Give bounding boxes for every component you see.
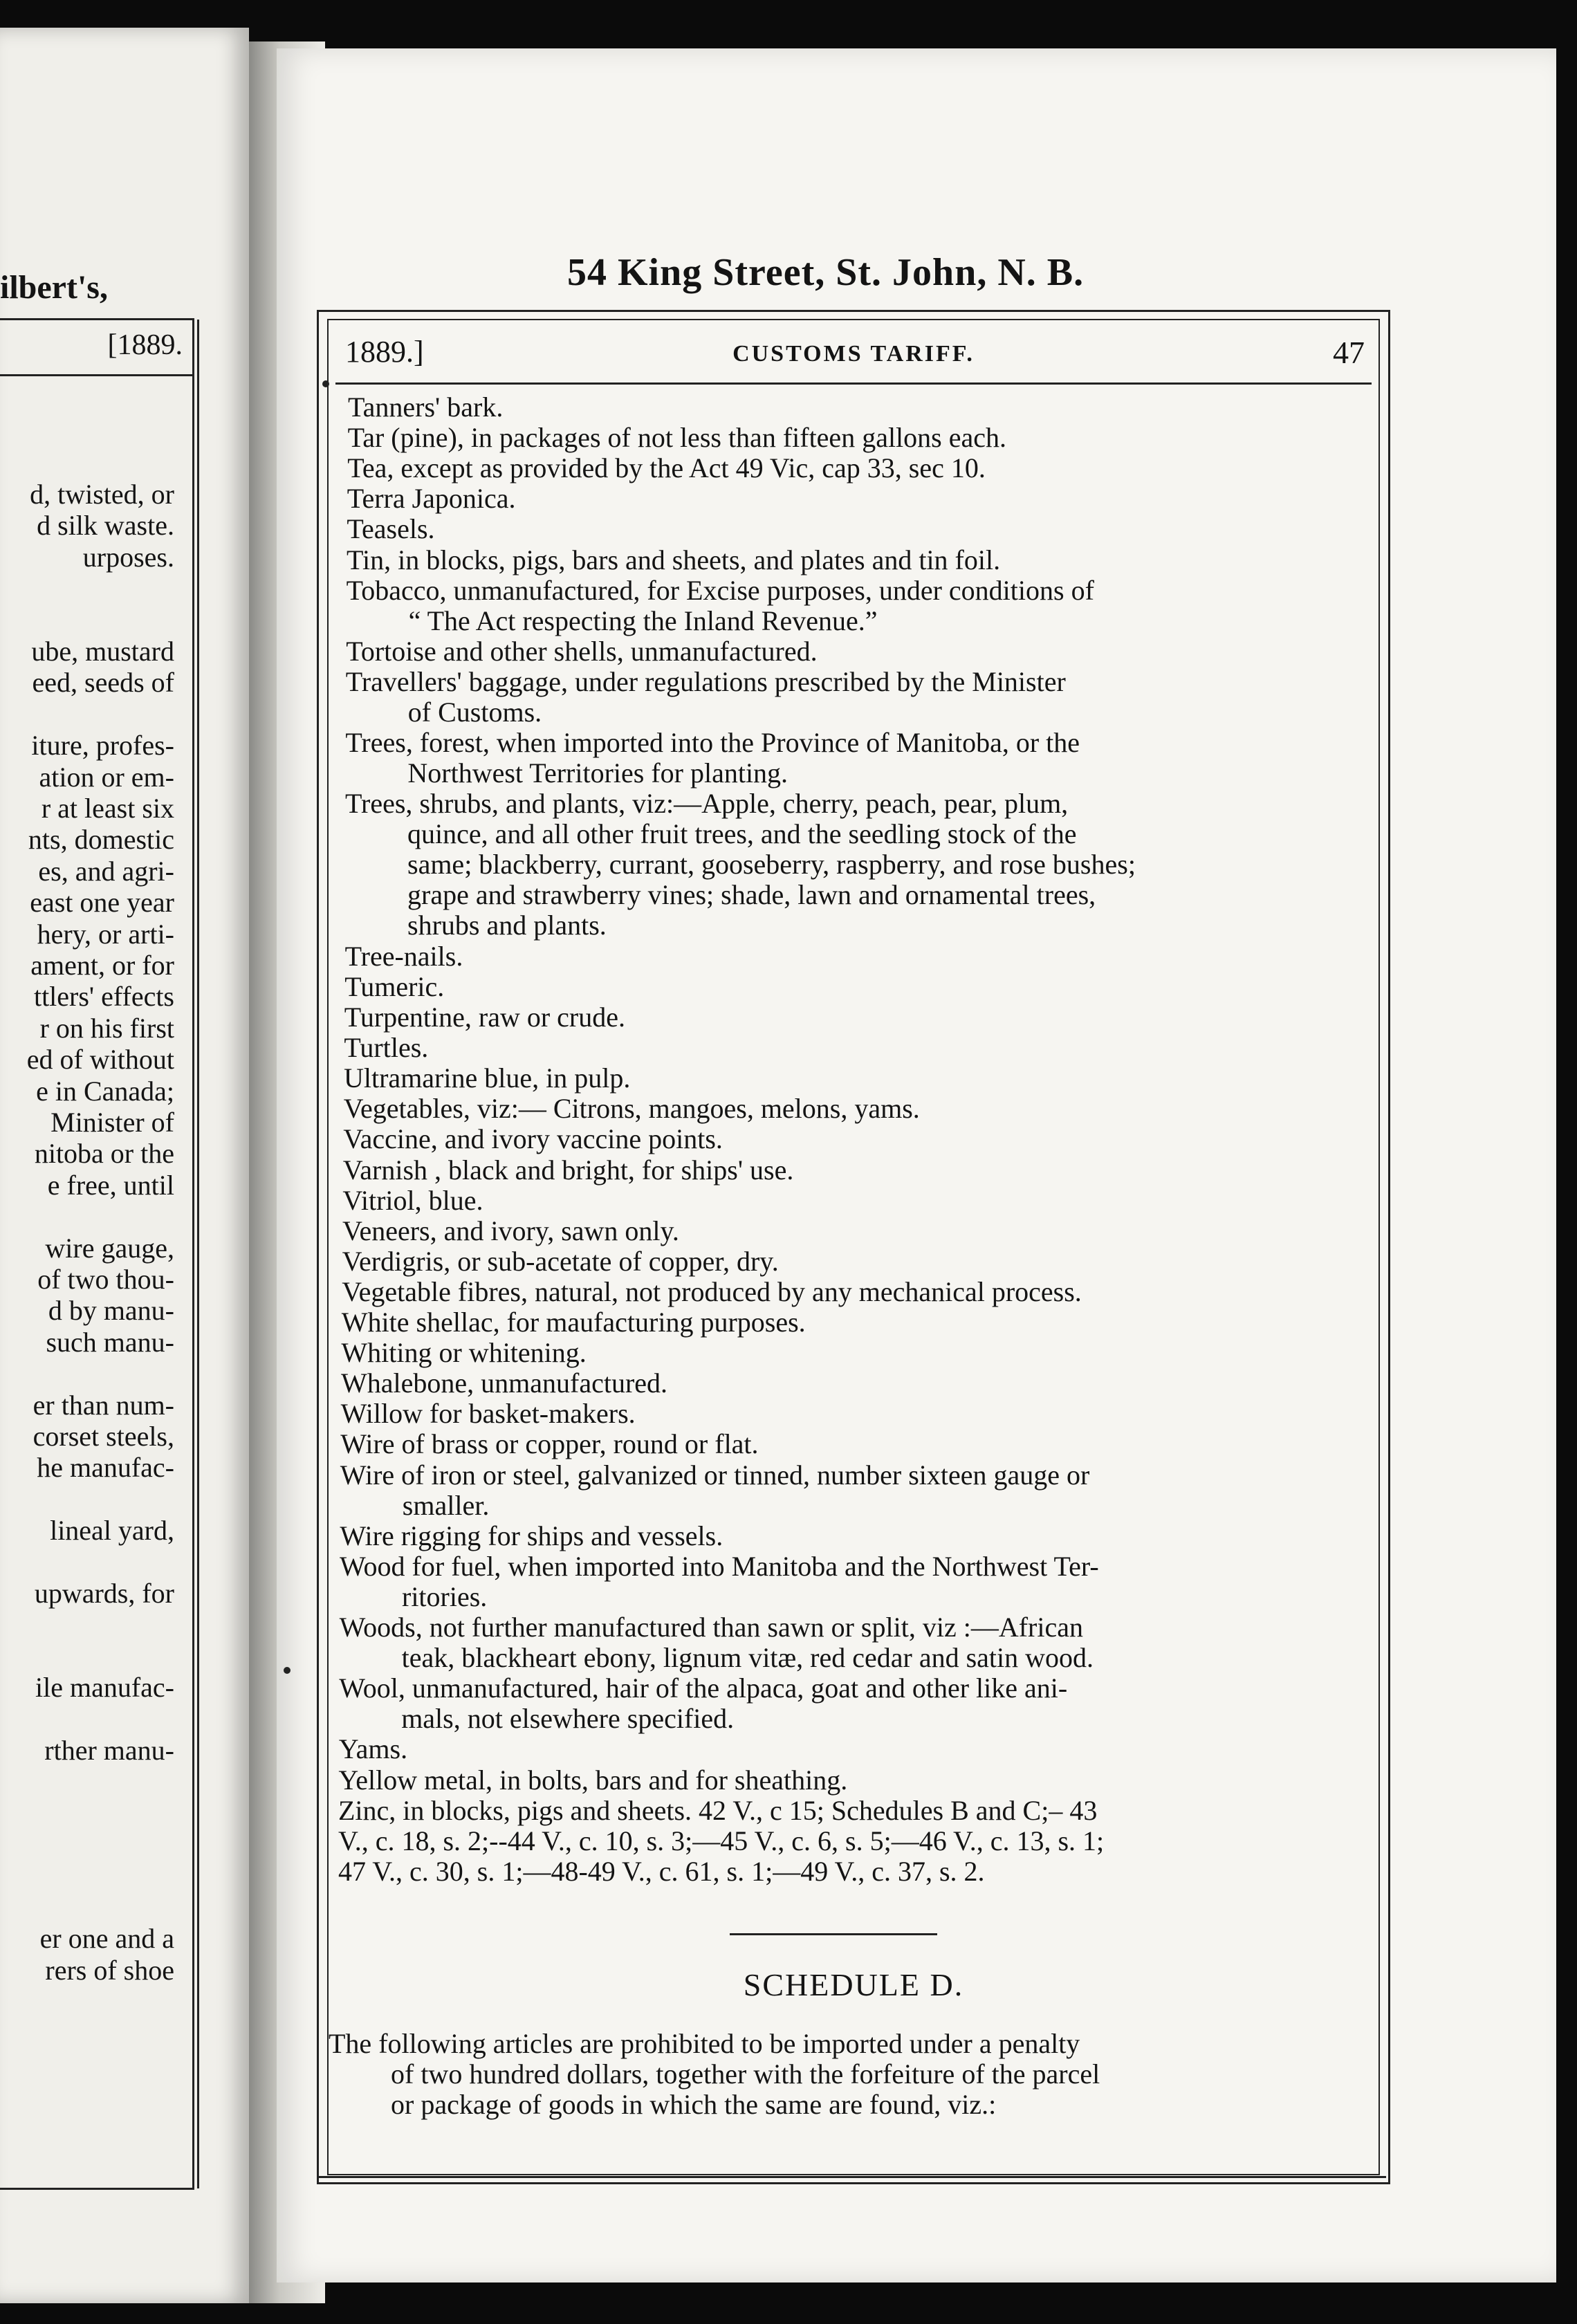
tariff-entry xyxy=(340,1521,1374,1551)
entry-first-line: Wood for fuel, when imported into Manitoba and the Northwest Ter- xyxy=(340,1550,1099,1582)
tariff-entry xyxy=(342,1186,1377,1216)
print-speck xyxy=(284,1667,290,1674)
tariff-entry xyxy=(347,483,1382,514)
entry-continuation-line: Northwest Territories for planting. xyxy=(407,757,788,789)
entry-first-line: Veneers, and ivory, sawn only. xyxy=(342,1215,679,1246)
left-page-line: upwards, for xyxy=(34,1578,174,1609)
entry-first-line: Vitriol, blue. xyxy=(342,1184,483,1216)
left-running-head: ilbert's, xyxy=(0,269,108,306)
entry-continuation-line: quince, and all other fruit trees, and the seedling stock of the xyxy=(407,818,1077,850)
tariff-entry xyxy=(342,1246,1377,1277)
entry-citation-line: V., c. 18, s. 2;--44 V., c. 10, s. 3;—45 V., c. 6, s. 5;—46 V., c. 13, s. 1; xyxy=(338,1825,1105,1856)
entry-first-line: Trees, forest, when imported into the Province of Manitoba, or the xyxy=(345,727,1080,759)
entry-first-line: Terra Japonica. xyxy=(347,483,516,515)
left-page-line: er one and a xyxy=(39,1923,174,1955)
left-page-line: Minister of xyxy=(50,1107,174,1138)
tariff-entry xyxy=(341,1399,1376,1429)
entry-first-line: White shellac, for maufacturing purposes. xyxy=(341,1307,806,1338)
tariff-entry xyxy=(346,636,1381,667)
page-frame xyxy=(317,310,1390,2184)
entry-first-line: Vaccine, and ivory vaccine points. xyxy=(343,1123,723,1155)
page-number: 47 xyxy=(1333,335,1365,370)
schedule-line: or package of goods in which the same are found, viz.: xyxy=(391,2089,997,2120)
tariff-entry xyxy=(343,1155,1378,1186)
left-page-line: such manu- xyxy=(46,1326,174,1358)
left-page-line: ament, or for xyxy=(30,950,174,981)
bottom-rule xyxy=(317,2176,1386,2178)
tariff-entry xyxy=(340,1460,1375,1521)
tariff-entry xyxy=(348,392,1383,423)
tariff-entry xyxy=(341,1368,1376,1399)
left-page xyxy=(0,28,249,2303)
page-year: 1889.] xyxy=(345,335,424,369)
entry-continuation-line: mals, not elsewhere specified. xyxy=(401,1703,735,1735)
tariff-entry xyxy=(340,1551,1374,1612)
tariff-entry xyxy=(342,1216,1377,1246)
left-page-line: r at least six xyxy=(41,793,174,824)
tariff-entry xyxy=(342,1307,1376,1338)
entry-first-line: Tar (pine), in packages of not less than fifteen gallons each. xyxy=(347,422,1006,454)
left-page-line: wire gauge, xyxy=(45,1232,174,1264)
tariff-entry xyxy=(347,575,1381,636)
tariff-entry xyxy=(340,1429,1375,1459)
print-speck xyxy=(322,380,329,387)
left-page-line: ation or em- xyxy=(39,761,174,793)
entry-first-line: Turtles. xyxy=(344,1032,429,1064)
left-page-line: ube, mustard xyxy=(31,636,174,667)
entry-first-line: Zinc, in blocks, pigs and sheets. 42 V., c 15; Schedules B and C;– 43 xyxy=(338,1794,1098,1826)
left-page-frame xyxy=(0,318,194,2190)
entry-first-line: Yellow metal, in bolts, bars and for sheathing. xyxy=(338,1764,848,1796)
entry-continuation-line: of Customs. xyxy=(407,696,542,728)
header-rule xyxy=(335,382,1372,385)
tariff-entry xyxy=(338,1765,1373,1796)
left-page-line: of two thou- xyxy=(37,1264,174,1295)
tariff-entry xyxy=(344,972,1379,1002)
entry-continuation-line: smaller. xyxy=(402,1489,490,1521)
tariff-entry xyxy=(345,941,1380,972)
entry-first-line: Tin, in blocks, pigs, bars and sheets, and plates and tin foil. xyxy=(347,544,1001,575)
left-page-line: er than num- xyxy=(33,1389,174,1421)
bottom-rule-inner xyxy=(324,2183,1379,2184)
entry-first-line: Tobacco, unmanufactured, for Excise purposes, under conditions of xyxy=(346,574,1094,606)
tariff-entry xyxy=(343,1124,1378,1154)
entry-first-line: Varnish , black and bright, for ships' use. xyxy=(342,1154,794,1186)
tariff-entry xyxy=(342,1277,1376,1307)
entry-first-line: Travellers' baggage, under regulations prescribed by the Minister xyxy=(345,665,1066,697)
entry-first-line: Tea, except as provided by the Act 49 Vic, cap 33, sec 10. xyxy=(347,452,986,484)
left-page-line: east one year xyxy=(30,887,174,919)
left-page-line: d, twisted, or xyxy=(30,479,174,510)
entry-first-line: Teasels. xyxy=(347,513,435,545)
tariff-entry xyxy=(344,1033,1378,1063)
left-page-line: hery, or arti- xyxy=(37,918,174,950)
left-header-rule xyxy=(0,374,192,376)
tariff-entry xyxy=(348,423,1383,453)
left-page-line: rers of shoe xyxy=(45,1954,174,1986)
left-page-line: iture, profes- xyxy=(31,730,174,762)
left-page-line: d by manu- xyxy=(48,1295,174,1327)
entry-first-line: Wool, unmanufactured, hair of the alpaca, goat and other like ani- xyxy=(339,1672,1068,1704)
left-page-line: ile manufac- xyxy=(35,1672,174,1704)
tariff-entry xyxy=(340,1612,1374,1673)
entry-continuation-line: grape and strawberry vines; shade, lawn and ornamental trees, xyxy=(407,879,1096,911)
left-page-line: corset steels, xyxy=(33,1421,174,1452)
tariff-entry xyxy=(345,728,1380,788)
schedule-title: SCHEDULE D. xyxy=(743,1967,964,2002)
left-page-line: r on his first xyxy=(39,1012,174,1044)
tariff-entry xyxy=(347,453,1382,483)
tariff-entry xyxy=(339,1673,1374,1734)
entry-first-line: Tortoise and other shells, unmanufactured. xyxy=(346,635,818,667)
entry-first-line: Yams. xyxy=(338,1733,408,1765)
tariff-entry xyxy=(345,788,1380,941)
left-page-line: ed of without xyxy=(26,1044,174,1076)
schedule-line: of two hundred dollars, together with the forfeiture of the parcel xyxy=(391,2058,1100,2090)
entry-continuation-line: ritories. xyxy=(402,1580,488,1612)
entry-first-line: Wire of brass or copper, round or flat. xyxy=(340,1428,759,1460)
schedule-paragraph xyxy=(329,2029,1373,2120)
left-page-year: [1889. xyxy=(107,329,183,361)
schedule-first-line: The following articles are prohibited to be imported under a penalty xyxy=(329,2028,1080,2059)
entry-continuation-line: shrubs and plants. xyxy=(407,910,607,941)
page-frame-inner xyxy=(327,319,1380,2175)
section-divider xyxy=(730,1933,937,1935)
left-page-line: urposes. xyxy=(82,541,174,573)
entry-first-line: Ultramarine blue, in pulp. xyxy=(344,1062,631,1094)
left-page-line: he manufac- xyxy=(37,1452,174,1484)
entry-first-line: Vegetable fibres, natural, not produced by any mechanical process. xyxy=(342,1275,1082,1307)
entry-first-line: Tanners' bark. xyxy=(348,391,504,423)
left-page-line: lineal yard, xyxy=(50,1515,174,1547)
entry-first-line: Whalebone, unmanufactured. xyxy=(341,1367,668,1399)
tariff-entry xyxy=(344,1094,1378,1124)
entry-first-line: Vegetables, viz:— Citrons, mangoes, melons, yams. xyxy=(343,1093,920,1125)
entry-continuation-line: same; blackberry, currant, gooseberry, raspberry, and rose bushes; xyxy=(407,849,1136,880)
entry-first-line: Willow for basket-makers. xyxy=(340,1398,636,1430)
left-page-line: d silk waste. xyxy=(37,510,174,542)
entry-first-line: Trees, shrubs, and plants, viz:—Apple, cherry, peach, pear, plum, xyxy=(345,788,1069,820)
left-page-line: nitoba or the xyxy=(34,1138,174,1170)
tariff-entry xyxy=(346,667,1381,728)
entry-first-line: Whiting or whitening. xyxy=(341,1337,587,1369)
entry-continuation-line: “ The Act respecting the Inland Revenue.” xyxy=(408,605,878,636)
tariff-entry xyxy=(338,1796,1373,1887)
entry-first-line: Wire rigging for ships and vessels. xyxy=(340,1520,723,1551)
entry-first-line: Woods, not further manufactured than sawn or split, viz :—African xyxy=(339,1612,1083,1643)
running-head: 54 King Street, St. John, N. B. xyxy=(567,251,1085,294)
left-page-line: ttlers' effects xyxy=(33,981,174,1013)
entry-first-line: Tree-nails. xyxy=(344,940,463,972)
tariff-entry xyxy=(341,1338,1376,1368)
entry-continuation-line: teak, blackheart ebony, lignum vitæ, red cedar and satin wood. xyxy=(401,1642,1094,1673)
tariff-entry xyxy=(347,514,1381,544)
entry-first-line: Verdigris, or sub-acetate of copper, dry. xyxy=(342,1245,779,1277)
left-page-line: eed, seeds of xyxy=(32,667,174,699)
tariff-entry xyxy=(344,1002,1379,1033)
left-page-line: e free, until xyxy=(47,1169,174,1201)
left-page-line: e in Canada; xyxy=(36,1075,174,1107)
entry-first-line: Wire of iron or steel, galvanized or tinned, number sixteen gauge or xyxy=(340,1459,1090,1491)
tariff-entry xyxy=(347,545,1381,575)
page-title: CUSTOMS TARIFF. xyxy=(732,341,975,367)
tariff-entry xyxy=(339,1734,1374,1764)
entry-first-line: Turpentine, raw or crude. xyxy=(344,1002,625,1033)
tariff-entry xyxy=(344,1063,1378,1094)
left-page-line: es, and agri- xyxy=(38,855,174,887)
entry-first-line: Tumeric. xyxy=(344,970,445,1002)
left-page-line: rther manu- xyxy=(44,1735,174,1766)
entry-citation-line: 47 V., c. 30, s. 1;—48-49 V., c. 61, s. 1;—49 V., c. 37, s. 2. xyxy=(338,1855,985,1887)
left-page-line: nts, domestic xyxy=(28,824,174,856)
